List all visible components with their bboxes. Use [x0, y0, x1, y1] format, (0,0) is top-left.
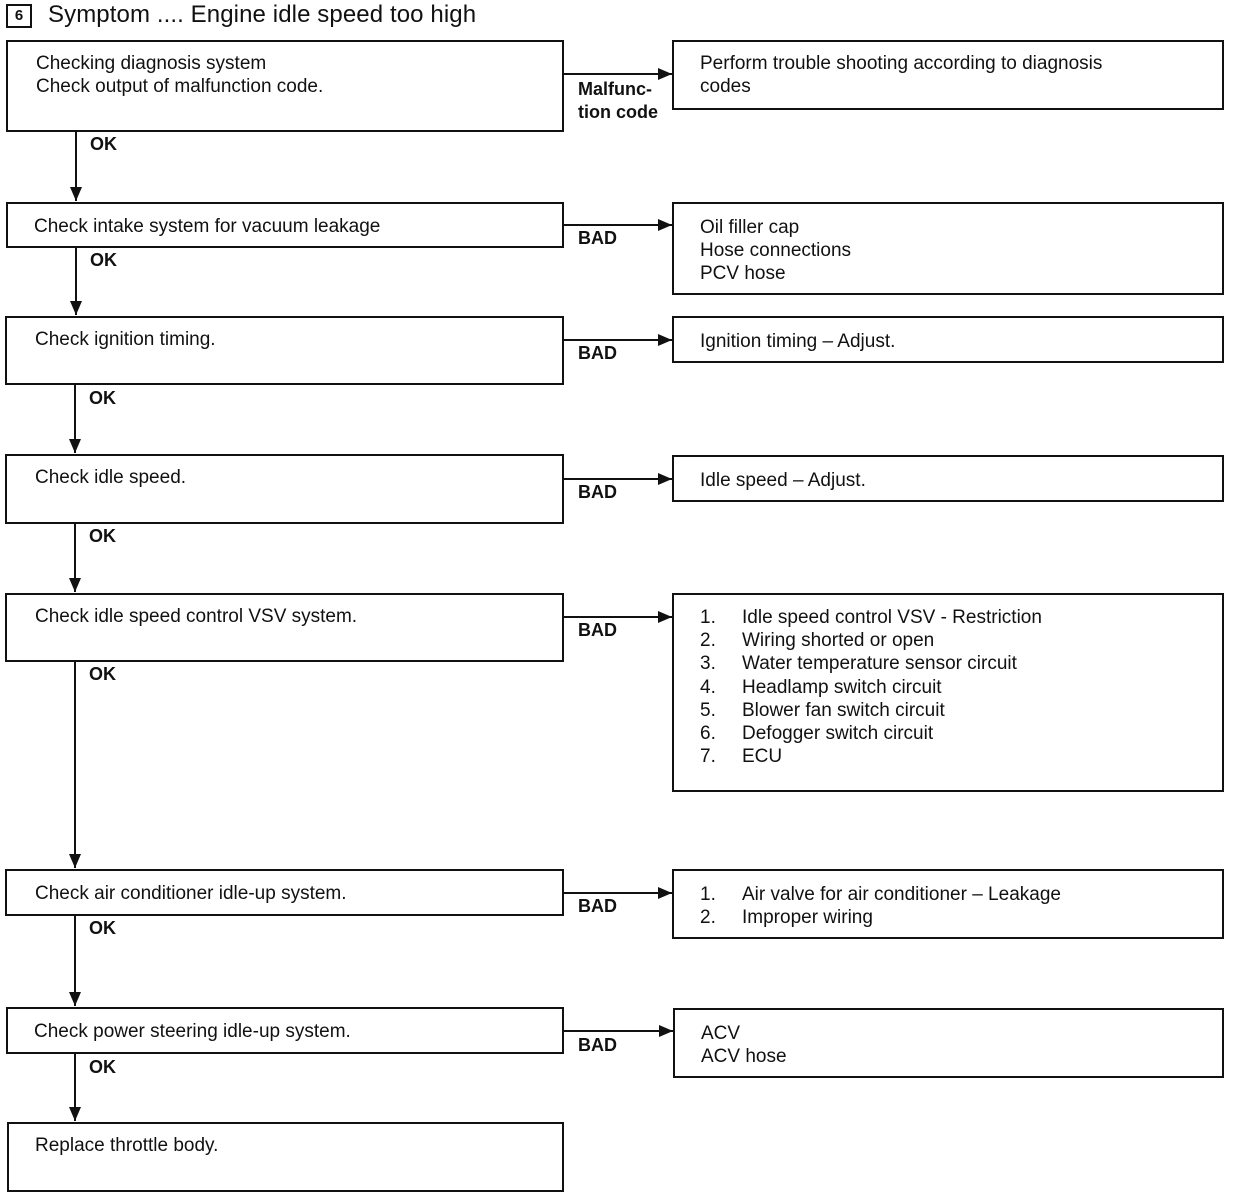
list-item-text: Defogger switch circuit [742, 723, 934, 745]
step-box-4 [5, 454, 564, 524]
list-item-number: 2. [700, 907, 716, 929]
list-item-text: Improper wiring [742, 907, 873, 929]
list-item-number: 3. [700, 653, 716, 675]
result-text: ACV ACV hose [701, 1023, 787, 1067]
result-text: Oil filler cap Hose connections PCV hose [700, 217, 852, 284]
page-title: Symptom .... Engine idle speed too high [48, 1, 477, 28]
result-box-7 [673, 1008, 1224, 1078]
ok-label: OK [89, 918, 116, 938]
step-text: Check air conditioner idle-up system. [35, 883, 347, 904]
step-text: Checking diagnosis system Check output of malfunction code. [36, 53, 324, 97]
result-box-2 [672, 202, 1224, 295]
result-text: Idle speed – Adjust. [700, 470, 866, 491]
step-text: Check power steering idle-up system. [34, 1021, 351, 1042]
list-item [700, 629, 1214, 652]
malfunction-label-line2: tion code [578, 102, 658, 122]
list-item [700, 883, 1214, 906]
list-item-number: 1. [700, 607, 716, 628]
list-item-number: 7. [700, 746, 716, 768]
list-item [700, 745, 1214, 768]
ok-label: OK [89, 388, 116, 408]
ok-label: OK [89, 526, 116, 546]
list-item [700, 699, 1214, 722]
ok-label: OK [90, 250, 117, 270]
list-item-number: 5. [700, 699, 716, 721]
result-box-5 [672, 593, 1224, 792]
result-box-4 [672, 455, 1224, 502]
list-item-number: 4. [700, 676, 716, 698]
step-box-1 [6, 40, 564, 132]
step-text: Check ignition timing. [35, 329, 216, 350]
step-box-3 [5, 316, 564, 385]
section-number: 6 [6, 4, 32, 28]
result-box-6 [672, 869, 1224, 939]
list-item-number: 2. [700, 630, 716, 652]
cause-list [700, 606, 1214, 768]
result-box-3 [672, 316, 1224, 363]
list-item-text: ECU [742, 746, 783, 768]
list-item [700, 606, 1214, 629]
cause-list [700, 883, 1214, 929]
step-box-8 [7, 1122, 564, 1192]
list-item-text: Wiring shorted or open [742, 630, 935, 652]
step-text: Check idle speed control VSV system. [35, 606, 358, 627]
step-box-5 [5, 593, 564, 662]
bad-label: BAD [578, 343, 617, 363]
bad-label: BAD [578, 482, 617, 502]
step-box-2 [6, 202, 564, 248]
list-item-number: 6. [700, 723, 716, 745]
list-item-text: Air valve for air conditioner – Leakage [742, 884, 1061, 905]
ok-label: OK [90, 134, 117, 154]
list-item [700, 722, 1214, 745]
result-text: Perform trouble shooting according to diagnosis codes [700, 53, 1103, 97]
ok-label: OK [89, 664, 116, 684]
result-text: Ignition timing – Adjust. [700, 331, 896, 352]
step-box-6 [5, 869, 564, 916]
step-text: Check idle speed. [35, 467, 187, 488]
bad-label: BAD [578, 1035, 617, 1055]
list-item-text: Idle speed control VSV - Restriction [742, 607, 1042, 628]
list-item [700, 906, 1214, 929]
list-item-number: 1. [700, 884, 716, 905]
list-item-text: Blower fan switch circuit [742, 699, 945, 721]
ok-label: OK [89, 1057, 116, 1077]
result-box-1 [672, 40, 1224, 110]
list-item [700, 676, 1214, 699]
bad-label: BAD [578, 620, 617, 640]
list-item-text: Headlamp switch circuit [742, 676, 942, 698]
bad-label: BAD [578, 228, 617, 248]
list-item [700, 652, 1214, 675]
bad-label: BAD [578, 896, 617, 916]
step-box-7 [6, 1007, 564, 1054]
step-text: Check intake system for vacuum leakage [34, 216, 381, 237]
step-text: Replace throttle body. [35, 1135, 219, 1156]
list-item-text: Water temperature sensor circuit [742, 653, 1017, 675]
malfunction-label-line1: Malfunc- [578, 79, 652, 99]
